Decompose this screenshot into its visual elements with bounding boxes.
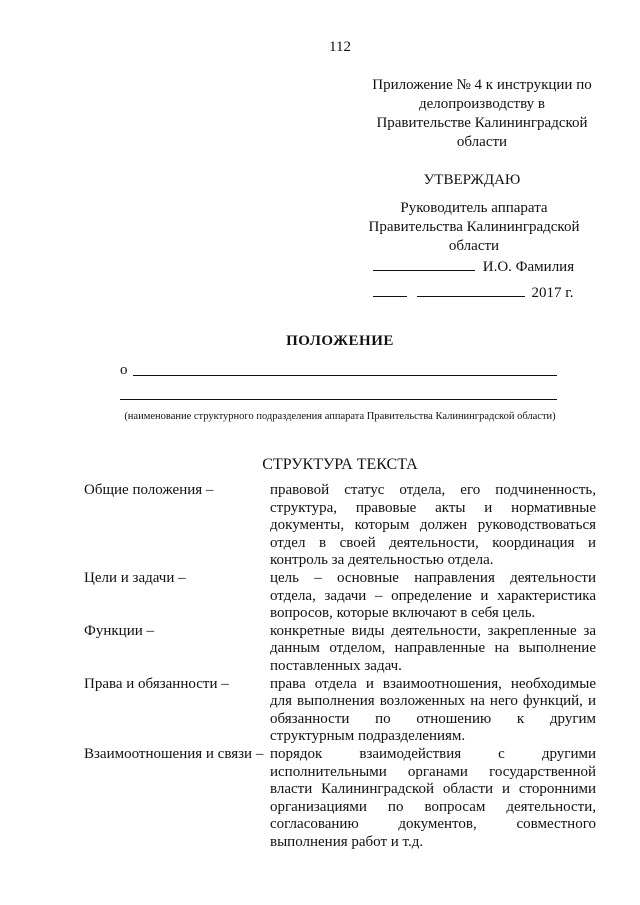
section-row <box>84 676 596 746</box>
section-name: Цели и задачи – <box>84 569 186 586</box>
section-description: права отдела и взаимоотношения, необходимые для выполнения возложенных на него функций, и обязанности по отношению к другим структурным подразделениям. <box>270 675 596 745</box>
section-description: порядок взаимодействия с другими исполнительными органами государственной власти Калининградской области и сторонними организациями по вопросам деятельности, согласованию документов, совместного выполнения работ и т.д. <box>270 745 596 850</box>
document-title: ПОЛОЖЕНИЕ <box>286 333 394 349</box>
approver-line: Правительства Калининградской <box>368 219 580 235</box>
section-name: Взаимоотношения и связи – <box>84 745 264 762</box>
section-row <box>84 623 596 676</box>
section-name: Права и обязанности – <box>84 675 229 692</box>
approver-line: области <box>448 238 500 254</box>
approver-position <box>360 199 588 256</box>
signature-row <box>373 259 574 276</box>
signature-line <box>373 269 475 271</box>
section-name: Функции – <box>84 622 154 639</box>
section-row <box>84 746 596 852</box>
subject-line <box>133 375 557 376</box>
section-description: правовой статус отдела, его подчиненность, структура, правовые акты и нормативные документы, которым должен руководствоваться отдел в своей деятельности, координация и контроль за деятельностью отдела. <box>270 482 596 569</box>
date-row <box>373 285 573 302</box>
month-line <box>417 295 525 297</box>
appendix-note <box>360 76 604 152</box>
day-line <box>373 295 407 297</box>
section-description: цель – основные направления деятельности отдела, задачи – определение и характеристика вопросов, которые включают в себя цель. <box>270 569 596 622</box>
subject-line-2 <box>120 399 557 400</box>
appendix-line: Правительстве Калининградской <box>376 115 588 131</box>
section-row <box>84 570 596 623</box>
appendix-line: Приложение № 4 к инструкции по <box>372 77 592 93</box>
structure-title: СТРУКТУРА ТЕКСТА <box>262 456 418 473</box>
subject-caption: (наименование структурного подразделения аппарата Правительства Калининградской области) <box>124 411 556 422</box>
appendix-line: делопроизводству в <box>418 96 546 112</box>
approve-title: УТВЕРЖДАЮ <box>423 172 521 188</box>
page-number: 112 <box>329 39 351 55</box>
about-prefix: о <box>120 362 128 378</box>
signature-name: И.О. Фамилия <box>482 259 575 275</box>
year-text: 2017 г. <box>531 285 574 301</box>
approver-line: Руководитель аппарата <box>400 200 548 216</box>
section-row <box>84 482 596 570</box>
section-name: Общие положения – <box>84 482 214 498</box>
section-description: конкретные виды деятельности, закрепленные за данным отделом, направленные на выполнение поставленных задач. <box>270 622 596 674</box>
appendix-line: области <box>456 134 508 150</box>
sections-list <box>84 482 596 851</box>
